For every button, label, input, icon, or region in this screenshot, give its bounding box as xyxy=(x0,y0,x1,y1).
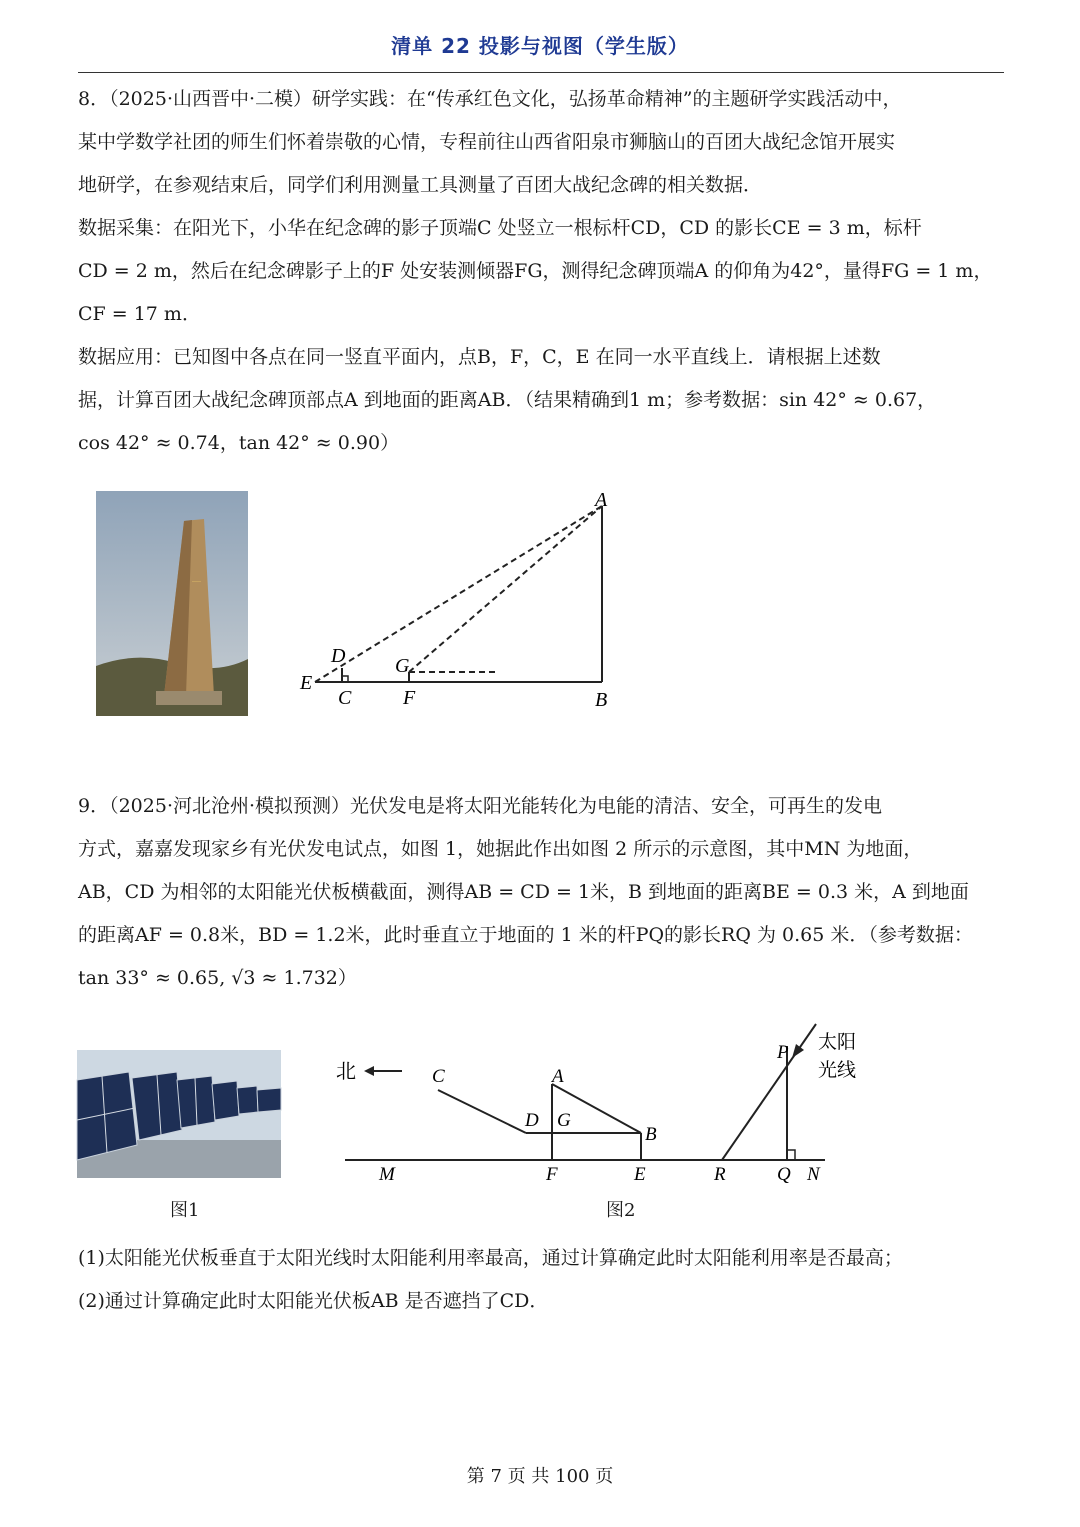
label-D2: D xyxy=(525,1110,539,1131)
question-9-text xyxy=(78,785,1008,1000)
label-M: M xyxy=(379,1164,395,1185)
label-N: N xyxy=(807,1164,820,1185)
q8-line: 地研学，在参观结束后，同学们利用测量工具测量了百团大战纪念碑的相关数据． xyxy=(78,174,763,196)
q9-subquestions xyxy=(78,1237,1008,1323)
q9-sub-2: (2)通过计算确定此时太阳能光伏板AB 是否遮挡了CD． xyxy=(78,1290,549,1312)
label-C2: C xyxy=(432,1066,445,1087)
label-B2: B xyxy=(645,1124,657,1145)
q9-line: 9．（2025·河北沧州·模拟预测）光伏发电是将太阳光能转化为电能的清洁、安全，可再生的发电 xyxy=(78,795,883,817)
q9-line: 方式，嘉嘉发现家乡有光伏发电试点，如图 1，她据此作出如图 2 所示的示意图，其中MN 为地面， xyxy=(78,838,923,860)
page-footer: 第 7 页 共 100 页 xyxy=(466,1466,614,1487)
label-F2: F xyxy=(546,1164,558,1185)
q9-line: 的距离AF = 0.8米，BD = 1.2米，此时垂直立于地面的 1 米的杆PQ的影长RQ 为 0.65 米．（参考数据： xyxy=(78,924,973,946)
label-E2: E xyxy=(634,1164,646,1185)
q8-line: 8．（2025·山西晋中·二模）研学实践：在“传承红色文化，弘扬革命精神”的主题研学实践活动中， xyxy=(78,88,902,110)
q8-line: 数据应用：已知图中各点在同一竖直平面内，点B，F，C，E 在同一水平直线上．请根据上述数 xyxy=(78,346,881,368)
fig1-caption: 图1 xyxy=(170,1200,200,1221)
q9-line: AB，CD 为相邻的太阳能光伏板横截面，测得AB = CD = 1米，B 到地面的距离BE = 0.3 米，A 到地面 xyxy=(78,881,969,903)
q9-sub-1: (1)太阳能光伏板垂直于太阳光线时太阳能利用率最高，通过计算确定此时太阳能利用率是否最高； xyxy=(78,1247,903,1269)
label-D: D xyxy=(331,645,346,667)
fig2-caption: 图2 xyxy=(606,1200,636,1221)
sun-label-2: 光线 xyxy=(818,1059,857,1081)
label-G2: G xyxy=(557,1110,571,1131)
label-A: A xyxy=(595,489,608,511)
label-G: G xyxy=(395,655,410,677)
label-C: C xyxy=(338,687,352,709)
q8-line: CF = 17 m． xyxy=(78,303,201,325)
solar-panel-photo xyxy=(77,1050,281,1178)
q9-line: tan 33° ≈ 0.65, √3 ≈ 1.732） xyxy=(78,967,357,989)
north-label: 北 xyxy=(336,1059,356,1083)
q8-line: 据，计算百团大战纪念碑顶部点A 到地面的距离AB．（结果精确到1 m；参考数据：sin 42° ≈ 0.67， xyxy=(78,389,937,411)
header-divider xyxy=(78,72,1004,73)
label-B: B xyxy=(595,689,608,711)
q8-line: 数据采集：在阳光下，小华在纪念碑的影子顶端C 处竖立一根标杆CD，CD 的影长CE = 3 m，标杆 xyxy=(78,217,922,239)
svg-text:＿: ＿ xyxy=(192,574,202,584)
monument-photo xyxy=(96,491,248,716)
q9-figure xyxy=(330,1018,857,1190)
label-A2: A xyxy=(552,1066,564,1087)
label-F: F xyxy=(403,687,416,709)
label-E: E xyxy=(300,672,313,694)
q8-figure xyxy=(295,488,625,718)
label-Q: Q xyxy=(777,1164,791,1185)
q8-line: CD = 2 m，然后在纪念碑影子上的F 处安装测倾器FG，测得纪念碑顶端A 的仰角为42°，量得FG = 1 m， xyxy=(78,260,993,282)
page-title: 清单 22 投影与视图（学生版） xyxy=(391,34,689,58)
q8-line: 某中学数学社团的师生们怀着崇敬的心情，专程前往山西省阳泉市狮脑山的百团大战纪念馆开展实 xyxy=(78,131,896,153)
label-P: P xyxy=(777,1042,789,1063)
label-R: R xyxy=(714,1164,726,1185)
q8-line: cos 42° ≈ 0.74，tan 42° ≈ 0.90） xyxy=(78,432,400,454)
question-8-text xyxy=(78,78,1008,465)
sun-label-1: 太阳 xyxy=(818,1031,857,1053)
